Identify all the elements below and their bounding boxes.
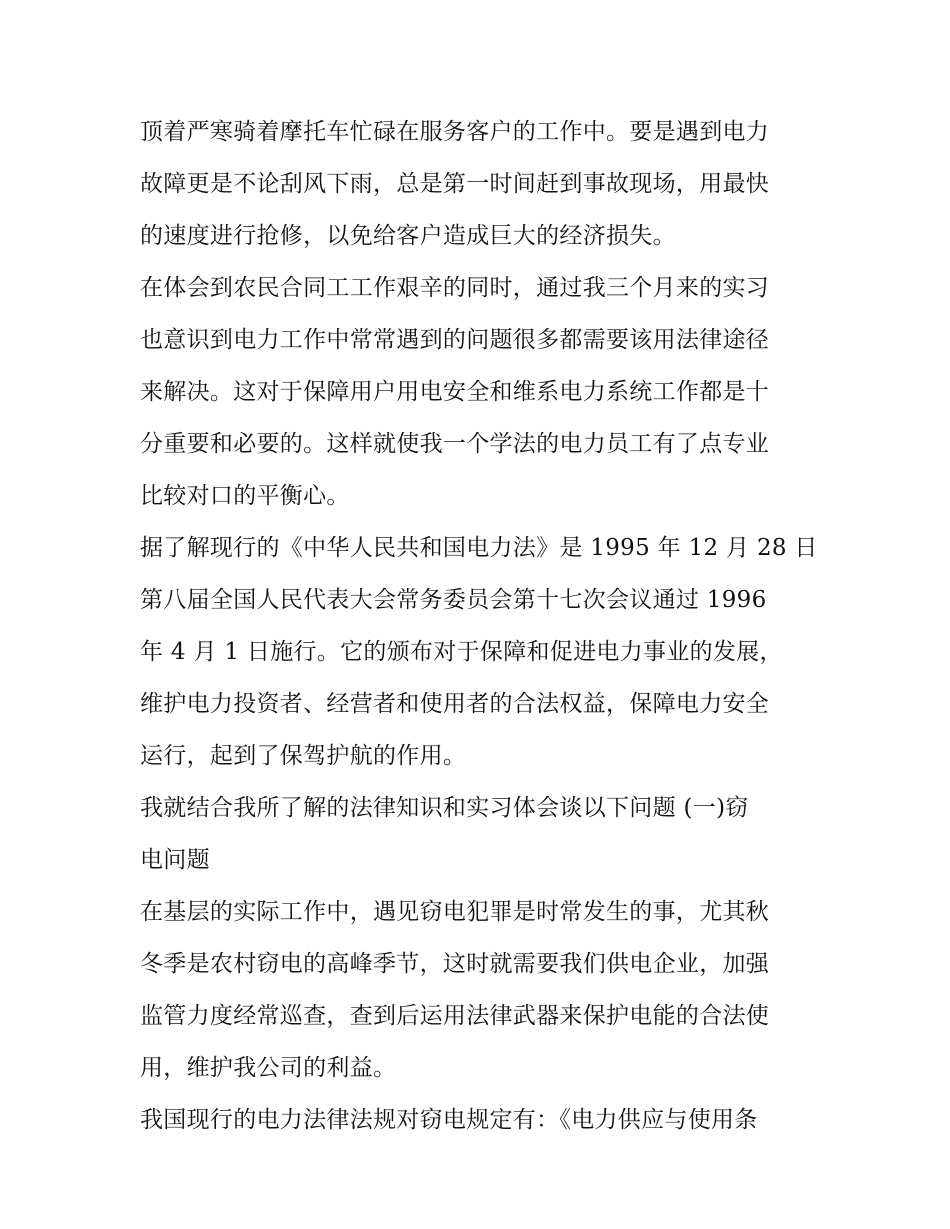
text-line: 顶着严寒骑着摩托车忙碌在服务客户的工作中。要是遇到电力 [140, 119, 770, 145]
text-line: 来解决。这对于保障用户用电安全和维系电力系统工作都是十 [140, 379, 770, 405]
document-body [140, 106, 820, 1146]
text-line: 故障更是不论刮风下雨，总是第一时间赶到事故现场，用最快 [140, 171, 770, 197]
text-line: 在基层的实际工作中，遇见窃电犯罪是时常发生的事，尤其秋 [140, 899, 770, 925]
text-line: 冬季是农村窃电的高峰季节，这时就需要我们供电企业，加强 [140, 951, 770, 977]
text-line: 维护电力投资者、经营者和使用者的合法权益，保障电力安全 [140, 691, 770, 717]
text-line: 用，维护我公司的利益。 [140, 1055, 397, 1081]
text-line: 我国现行的电力法律法规对窃电规定有：《电力供应与使用条 [140, 1107, 758, 1133]
text-line: 的速度进行抢修，以免给客户造成巨大的经济损失。 [140, 223, 676, 249]
text-line: 我就结合我所了解的法律知识和实习体会谈以下问题 (一)窃 [140, 795, 749, 821]
text-line: 分重要和必要的。这样就使我一个学法的电力员工有了点专业 [140, 431, 770, 457]
text-line: 据了解现行的《中华人民共和国电力法》是 1995 年 12 月 28 日 [140, 535, 818, 561]
text-line: 第八届全国人民代表大会常务委员会第十七次会议通过 1996 [140, 587, 767, 613]
text-line: 比较对口的平衡心。 [140, 483, 350, 509]
text-line: 在体会到农民合同工工作艰辛的同时，通过我三个月来的实习 [140, 275, 770, 301]
text-line: 电问题 [140, 847, 210, 873]
text-line: 也意识到电力工作中常常遇到的问题很多都需要该用法律途径 [140, 327, 770, 353]
text-line: 年 4 月 1 日施行。它的颁布对于保障和促进电力事业的发展， [140, 639, 783, 665]
text-line: 运行，起到了保驾护航的作用。 [140, 743, 467, 769]
text-line: 监管力度经常巡查，查到后运用法律武器来保护电能的合法使 [140, 1003, 770, 1029]
